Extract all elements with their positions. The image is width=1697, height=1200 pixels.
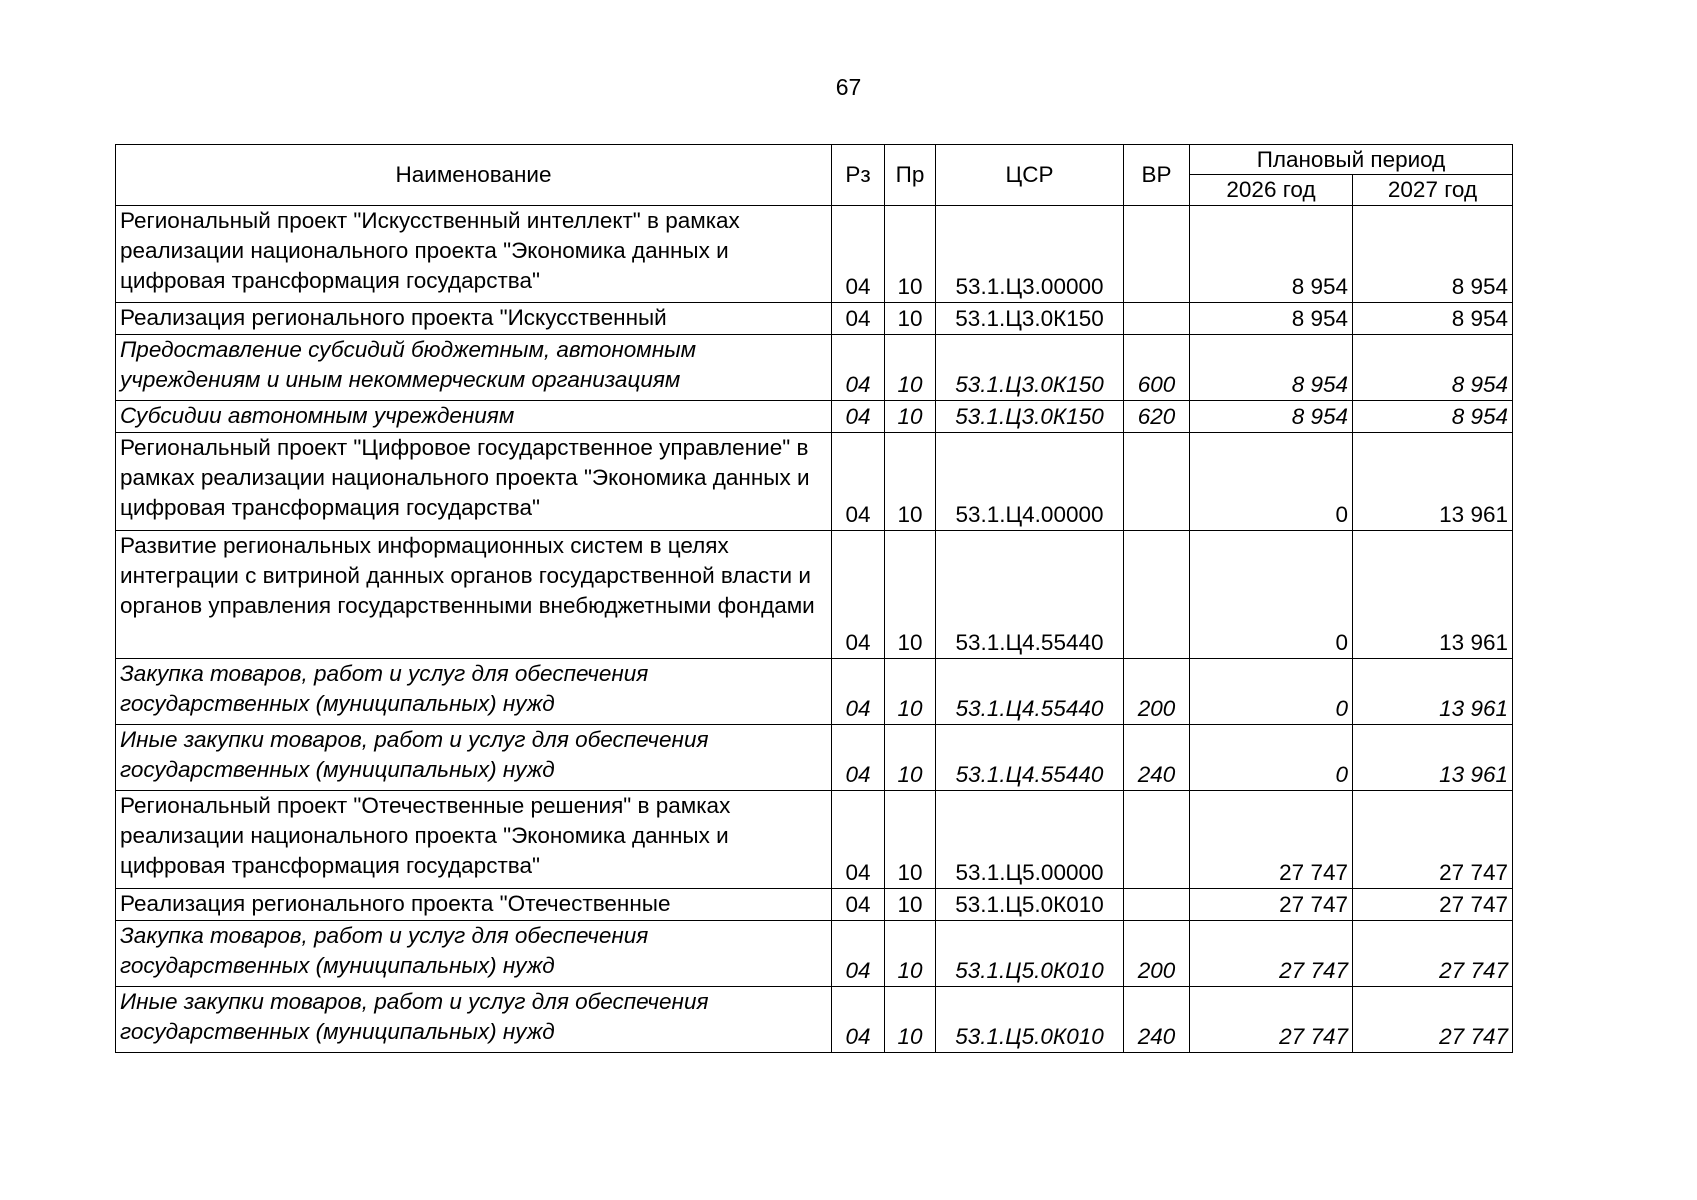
row-amount-2027: 27 747 xyxy=(1353,791,1513,889)
row-pr: 10 xyxy=(885,921,936,987)
table-row xyxy=(116,335,1513,401)
row-amount-2027: 8 954 xyxy=(1353,303,1513,335)
header-year-2026: 2026 год xyxy=(1190,175,1353,206)
row-amount-2027: 8 954 xyxy=(1353,401,1513,433)
row-amount-2026: 8 954 xyxy=(1190,401,1353,433)
row-vr: 620 xyxy=(1124,401,1190,433)
row-name: Реализация регионального проекта "Отечественные xyxy=(116,889,832,921)
row-csr: 53.1.Ц3.00000 xyxy=(936,206,1124,303)
row-pr: 10 xyxy=(885,889,936,921)
row-pr: 10 xyxy=(885,531,936,659)
row-csr: 53.1.Ц4.55440 xyxy=(936,659,1124,725)
header-pr: Пр xyxy=(885,145,936,206)
row-name: Субсидии автономным учреждениям xyxy=(116,401,832,433)
table-row xyxy=(116,531,1513,659)
row-csr: 53.1.Ц3.0К150 xyxy=(936,335,1124,401)
row-csr: 53.1.Ц3.0К150 xyxy=(936,401,1124,433)
row-rz: 04 xyxy=(832,987,885,1053)
row-amount-2027: 13 961 xyxy=(1353,725,1513,791)
row-rz: 04 xyxy=(832,335,885,401)
table-row xyxy=(116,987,1513,1053)
row-name: Реализация регионального проекта "Искусственный xyxy=(116,303,832,335)
row-vr xyxy=(1124,303,1190,335)
row-amount-2026: 0 xyxy=(1190,725,1353,791)
row-csr: 53.1.Ц3.0К150 xyxy=(936,303,1124,335)
row-rz: 04 xyxy=(832,659,885,725)
row-name: Иные закупки товаров, работ и услуг для обеспечения государственных (муниципальных) нужд xyxy=(116,987,832,1053)
row-name: Закупка товаров, работ и услуг для обеспечения государственных (муниципальных) нужд xyxy=(116,921,832,987)
row-pr: 10 xyxy=(885,433,936,531)
row-amount-2026: 0 xyxy=(1190,531,1353,659)
table-row xyxy=(116,889,1513,921)
row-pr: 10 xyxy=(885,335,936,401)
header-rz: Рз xyxy=(832,145,885,206)
row-vr xyxy=(1124,791,1190,889)
row-rz: 04 xyxy=(832,921,885,987)
table-row xyxy=(116,725,1513,791)
row-csr: 53.1.Ц4.55440 xyxy=(936,531,1124,659)
row-amount-2026: 8 954 xyxy=(1190,206,1353,303)
row-amount-2026: 8 954 xyxy=(1190,303,1353,335)
row-amount-2027: 27 747 xyxy=(1353,987,1513,1053)
row-vr xyxy=(1124,531,1190,659)
row-vr xyxy=(1124,889,1190,921)
row-rz: 04 xyxy=(832,531,885,659)
row-pr: 10 xyxy=(885,791,936,889)
row-rz: 04 xyxy=(832,303,885,335)
row-csr: 53.1.Ц4.55440 xyxy=(936,725,1124,791)
row-pr: 10 xyxy=(885,303,936,335)
row-rz: 04 xyxy=(832,889,885,921)
row-amount-2027: 8 954 xyxy=(1353,335,1513,401)
row-amount-2026: 0 xyxy=(1190,433,1353,531)
row-rz: 04 xyxy=(832,725,885,791)
row-pr: 10 xyxy=(885,725,936,791)
row-amount-2026: 27 747 xyxy=(1190,889,1353,921)
row-rz: 04 xyxy=(832,206,885,303)
row-amount-2026: 27 747 xyxy=(1190,987,1353,1053)
row-amount-2027: 13 961 xyxy=(1353,531,1513,659)
row-vr xyxy=(1124,206,1190,303)
header-year-2027: 2027 год xyxy=(1353,175,1513,206)
row-pr: 10 xyxy=(885,401,936,433)
row-vr xyxy=(1124,433,1190,531)
row-csr: 53.1.Ц5.0К010 xyxy=(936,987,1124,1053)
row-amount-2027: 13 961 xyxy=(1353,433,1513,531)
row-amount-2026: 27 747 xyxy=(1190,791,1353,889)
page-number: 67 xyxy=(835,74,862,100)
row-rz: 04 xyxy=(832,791,885,889)
row-pr: 10 xyxy=(885,206,936,303)
header-planned-period: Плановый период xyxy=(1190,145,1513,175)
row-pr: 10 xyxy=(885,987,936,1053)
row-amount-2027: 8 954 xyxy=(1353,206,1513,303)
row-name: Региональный проект "Искусственный интеллект" в рамках реализации национального проекта "Экономика данных и цифровая трансформация государства" xyxy=(116,206,832,303)
row-amount-2026: 8 954 xyxy=(1190,335,1353,401)
row-rz: 04 xyxy=(832,401,885,433)
row-csr: 53.1.Ц4.00000 xyxy=(936,433,1124,531)
row-amount-2027: 27 747 xyxy=(1353,889,1513,921)
row-name: Предоставление субсидий бюджетным, автономным учреждениям и иным некоммерческим организациям xyxy=(116,335,832,401)
row-csr: 53.1.Ц5.0К010 xyxy=(936,921,1124,987)
table-row xyxy=(116,401,1513,433)
row-vr: 600 xyxy=(1124,335,1190,401)
row-name: Закупка товаров, работ и услуг для обеспечения государственных (муниципальных) нужд xyxy=(116,659,832,725)
row-vr: 240 xyxy=(1124,987,1190,1053)
row-vr: 240 xyxy=(1124,725,1190,791)
header-vr: ВР xyxy=(1124,145,1190,206)
row-name: Региональный проект "Отечественные решения" в рамках реализации национального проекта "Экономика данных и цифровая трансформация государства" xyxy=(116,791,832,889)
table-body xyxy=(116,206,1513,1053)
table-row xyxy=(116,921,1513,987)
table-row xyxy=(116,659,1513,725)
row-name: Развитие региональных информационных систем в целях интеграции с витриной данных органов государственной власти и органов управления государственными внебюджетными фондами xyxy=(116,531,832,659)
row-amount-2027: 27 747 xyxy=(1353,921,1513,987)
row-csr: 53.1.Ц5.00000 xyxy=(936,791,1124,889)
budget-table xyxy=(115,144,1513,1053)
row-amount-2026: 0 xyxy=(1190,659,1353,725)
row-vr: 200 xyxy=(1124,921,1190,987)
table-row xyxy=(116,433,1513,531)
row-name: Региональный проект "Цифровое государственное управление" в рамках реализации национального проекта "Экономика данных и цифровая трансформация государства" xyxy=(116,433,832,531)
row-vr: 200 xyxy=(1124,659,1190,725)
table-row xyxy=(116,206,1513,303)
header-csr: ЦСР xyxy=(936,145,1124,206)
table-row xyxy=(116,791,1513,889)
row-amount-2026: 27 747 xyxy=(1190,921,1353,987)
row-pr: 10 xyxy=(885,659,936,725)
table-header xyxy=(116,145,1513,206)
row-rz: 04 xyxy=(832,433,885,531)
row-amount-2027: 13 961 xyxy=(1353,659,1513,725)
row-name: Иные закупки товаров, работ и услуг для обеспечения государственных (муниципальных) нужд xyxy=(116,725,832,791)
table-row xyxy=(116,303,1513,335)
header-name: Наименование xyxy=(116,145,832,206)
row-csr: 53.1.Ц5.0К010 xyxy=(936,889,1124,921)
